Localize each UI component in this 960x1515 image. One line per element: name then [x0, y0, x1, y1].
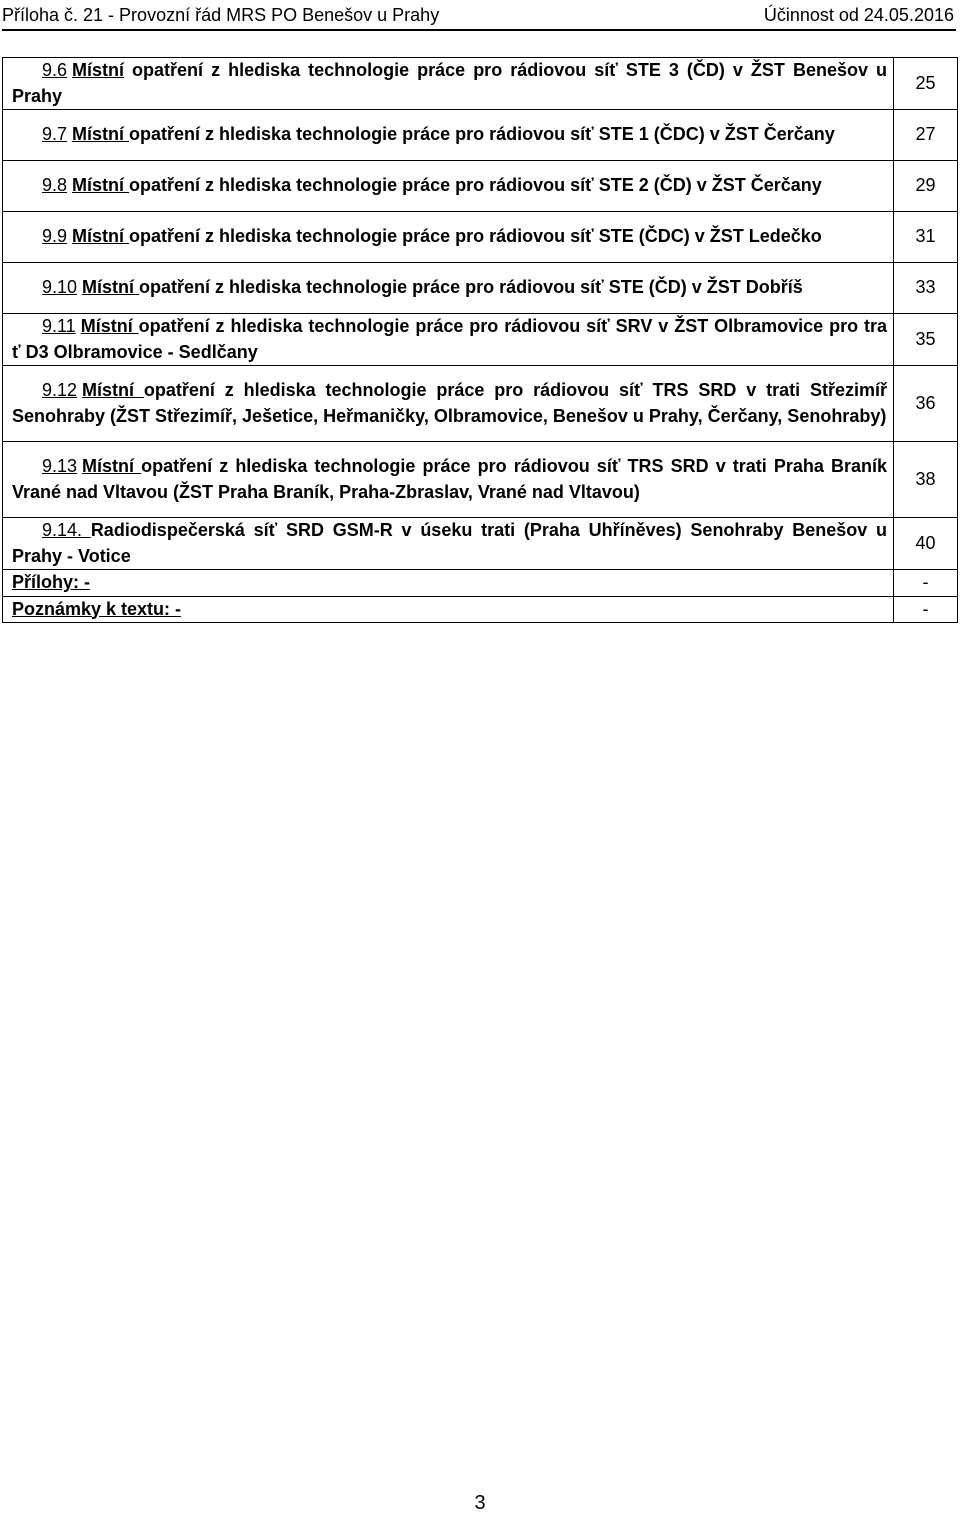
toc-entry-number: 9.11 [42, 316, 76, 336]
toc-entry-number: 9.13 [42, 456, 78, 476]
toc-page-9-6: 25 [894, 58, 958, 110]
toc-entry-number: 9.8 [42, 175, 68, 196]
toc-row-9-11[interactable] [3, 314, 958, 366]
toc-entry-9-14[interactable] [3, 518, 894, 570]
toc-row-9-14[interactable] [3, 518, 958, 570]
notes-label: Poznámky k textu: - [12, 598, 182, 619]
toc-entry-lead: Místní [82, 380, 144, 400]
toc-page-9-9: 31 [894, 212, 958, 263]
toc-notes-page: - [894, 596, 958, 623]
toc-entry-9-8[interactable] [3, 161, 894, 212]
toc-page-9-8: 29 [894, 161, 958, 212]
toc-page-9-11: 35 [894, 314, 958, 366]
toc-row-9-7[interactable] [3, 110, 958, 161]
toc-entry-lead: Místní [80, 316, 139, 336]
toc-page-9-13: 38 [894, 442, 958, 518]
toc-row-notes[interactable] [3, 596, 958, 623]
toc-entry-number: 9.12 [42, 380, 78, 400]
toc-entry-number: 9.7 [42, 124, 68, 145]
toc-page-9-14: 40 [894, 518, 958, 570]
toc-attachments-page: - [894, 570, 958, 597]
page-number: 3 [474, 1492, 486, 1514]
toc-entry-text: opatření z hlediska technologie práce pro rádiovou síť TRS SRD v trati Praha Braník Vrané nad Vltavou (ŽST Praha Braník, Praha-Zbraslav, Vrané nad Vltavou) [12, 456, 888, 502]
toc-entry-number: 9.14. [42, 520, 83, 540]
toc-entry-9-12[interactable] [3, 366, 894, 442]
toc-row-9-10[interactable] [3, 263, 958, 314]
toc-notes[interactable] [3, 596, 894, 623]
toc-entry-text: opatření z hlediska technologie práce pro rádiovou síť SRV v ŽST Olbramovice pro tra ť D3 Olbramovice - Sedlčany [12, 316, 887, 362]
page-header [2, 0, 956, 31]
toc-entry-lead: Místní [72, 124, 130, 145]
toc-entry-lead: Místní [72, 60, 125, 80]
toc-entry-lead: Místní [72, 175, 130, 196]
toc-entry-number: 9.10 [42, 277, 78, 298]
table-of-contents [2, 57, 958, 623]
toc-row-9-6[interactable] [3, 58, 958, 110]
attachments-label: Přílohy: - [12, 572, 91, 592]
toc-row-attachments[interactable] [3, 570, 958, 597]
toc-entry-lead: Místní [72, 226, 130, 247]
toc-entry-text: opatření z hlediska technologie práce pro rádiovou síť STE 1 (ČDC) v ŽST Čerčany [129, 124, 835, 145]
toc-entry-lead [82, 520, 91, 540]
toc-page-9-12: 36 [894, 366, 958, 442]
toc-entry-text: opatření z hlediska technologie práce pro rádiovou síť STE (ČDC) v ŽST Ledečko [129, 226, 822, 247]
toc-entry-9-11[interactable] [3, 314, 894, 366]
toc-entry-9-13[interactable] [3, 442, 894, 518]
toc-entry-text: opatření z hlediska technologie práce pro rádiovou síť STE 3 (ČD) v ŽST Benešov u Prahy [12, 60, 887, 106]
header-effective-date: Účinnost od 24.05.2016 [763, 5, 954, 25]
toc-entry-lead: Místní [82, 456, 142, 476]
toc-entry-number: 9.6 [42, 60, 68, 80]
toc-row-9-12[interactable] [3, 366, 958, 442]
toc-entry-number: 9.9 [42, 226, 68, 247]
toc-row-9-13[interactable] [3, 442, 958, 518]
toc-entry-text: Radiodispečerská síť SRD GSM-R v úseku trati (Praha Uhříněves) Senohraby Benešov u Prahy - Votice [12, 520, 887, 566]
toc-page-9-7: 27 [894, 110, 958, 161]
toc-entry-9-10[interactable] [3, 263, 894, 314]
toc-page-9-10: 33 [894, 263, 958, 314]
toc-attachments[interactable] [3, 570, 894, 597]
toc-entry-text: opatření z hlediska technologie práce pro rádiovou síť STE 2 (ČD) v ŽST Čerčany [129, 175, 822, 196]
toc-row-9-8[interactable] [3, 161, 958, 212]
toc-entry-text: opatření z hlediska technologie práce pro rádiovou síť STE (ČD) v ŽST Dobříš [139, 277, 803, 298]
toc-row-9-9[interactable] [3, 212, 958, 263]
toc-entry-text: opatření z hlediska technologie práce pro rádiovou síť TRS SRD v trati Střezimíř Senohraby (ŽST Střezimíř, Ješetice, Heřmaničky, Olbramovice, Benešov u Prahy, Čerčany, Senohraby) [12, 380, 887, 426]
toc-entry-9-9[interactable] [3, 212, 894, 263]
toc-entry-9-6[interactable] [3, 58, 894, 110]
toc-entry-9-7[interactable] [3, 110, 894, 161]
header-document-title: Příloha č. 21 - Provozní řád MRS PO Benešov u Prahy [2, 5, 440, 25]
toc-entry-lead: Místní [82, 277, 140, 298]
